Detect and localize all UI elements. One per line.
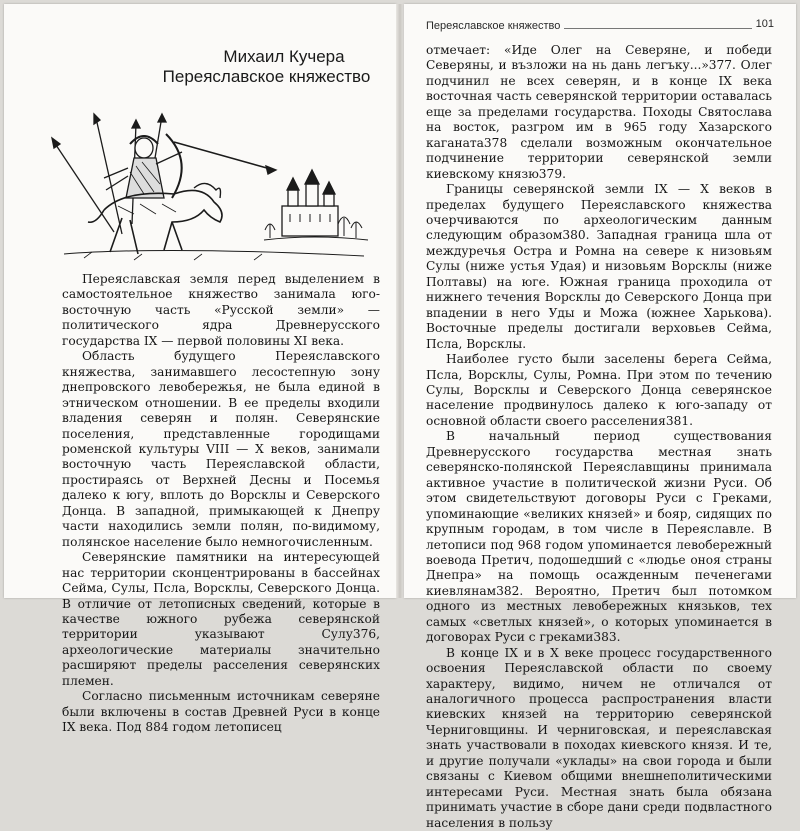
page-number: 101 xyxy=(752,18,774,30)
paragraph: Наиболее густо были заселены берега Сейма, Псла, Ворсклы, Сулы, Ромна. При этом по течению Сулы, Ворсклы и Северского Донца северянское население продвинулось далеко к юго-западу от основной области своего расселения381. xyxy=(426,352,772,428)
paragraph: Границы северянской земли IX — X веков в пределах будущего Переяславского княжества очерчиваются по археологическим данным следующим образом380. Западная граница шла от междуречья Остра и Ромна на севере к низовьям Сулы (ниже устья Удая) и низовьям Ворсклы (ниже Полтавы) на юге. Южная граница проходила от нижнего течения Ворсклы до Северского Донца при впадении в него Уды и Можа (южнее Харькова). Восточные пределы достигали верховьев Сейма, Псла, Ворсклы. xyxy=(426,182,772,351)
paragraph: Согласно письменным источникам северяне были включены в состав Древней Руси в конце IX века. Под 884 годом летописец xyxy=(62,689,380,735)
paragraph: В конце IX и в X веке процесс государственного освоения Переяславской области по своему характеру, видимо, ничем не отличался от аналогичного процесса распространения власти киевских князей на территорию северянской Черниговщины. И черниговская, и переяславская знать участвовали в походах киевского князя. И те, и другие получали «уклады» на свои города и были связаны с Киевом общими внешнеполитическими интересами Руси. Местная знать была обязана принимать участие в сборе дани среди подвластного населения в пользу xyxy=(426,645,772,830)
left-body-text xyxy=(62,272,380,736)
chapter-author: Михаил Кучера xyxy=(223,47,345,66)
right-body-text xyxy=(426,43,772,831)
right-page xyxy=(404,4,796,830)
horseman-archer-engraving xyxy=(44,114,374,264)
paragraph: В начальный период существования Древнерусского государства местная знать северянско-полянской Переяславщины принимала активное участие в политической жизни Руси. Об этом свидетельствуют договоры Руси с Греками, упоминающие «великих князей» и бояр, сидящих по крупным городам, в том числе в Переяславле. В летописи под 968 годом упоминается левобережный воевода Претич, подошедший с «людье оноя страны Днепра» на помощь осажденным печенегами киевлянам382. Вероятно, Претич был потомком одного из местных левобережных князьков, тех самых «светлых князей», о которых упоминается в договорах Руси с греками383. xyxy=(426,429,772,645)
left-page xyxy=(4,4,396,735)
paragraph: Переяславская земля перед выделением в самостоятельное княжество занимала юго-восточную часть «Русской земли» — политического ядра Древнерусского государства IX — первой половины XI века. xyxy=(62,272,380,348)
paragraph: Область будущего Переяславского княжества, занимавшего лесостепную зону днепровского левобережья, не была единой в этническом отношении. В ее пределы входили владения северян и полян. Северянские поселения, представленные городищами роменской культуры VIII — X веков, занимали восточную часть Переяславской области, простираясь от Верхней Десны и Посемья далеко к югу, вплоть до Ворсклы и Северского Донца. В западной, примыкающей к Днепру части находились земли полян, по-видимому, полянское население было немногочисленным. xyxy=(62,349,380,549)
chapter-title: Переяславское княжество xyxy=(162,67,371,86)
paragraph: Северянские памятники на интересующей нас территории сконцентрированы в бассейнах Сейма, Сулы, Псла, Ворсклы, Северского Донца. В отличие от летописных сведений, которые в качестве южного рубежа северянской территории указывают Сулу376, археологические материалы значительно расширяют пределы расселения северянских племен. xyxy=(62,550,380,688)
running-head: Переяславское княжество xyxy=(426,20,564,32)
book-gutter xyxy=(396,4,404,598)
paragraph: отмечает: «Иде Олег на Северяне, и победи Северяны, и възложи на нь дань легъку...»377. Олег подчинил не всех северян, и в конце IX века восточная часть северянской территории оставалась еще за пределами государства. Походы Святослава на восток, разгром им в 965 году Хазарского каганата378 сделали возможным окончательное подчинение территории северянской земли киевскому князю379. xyxy=(426,43,772,181)
